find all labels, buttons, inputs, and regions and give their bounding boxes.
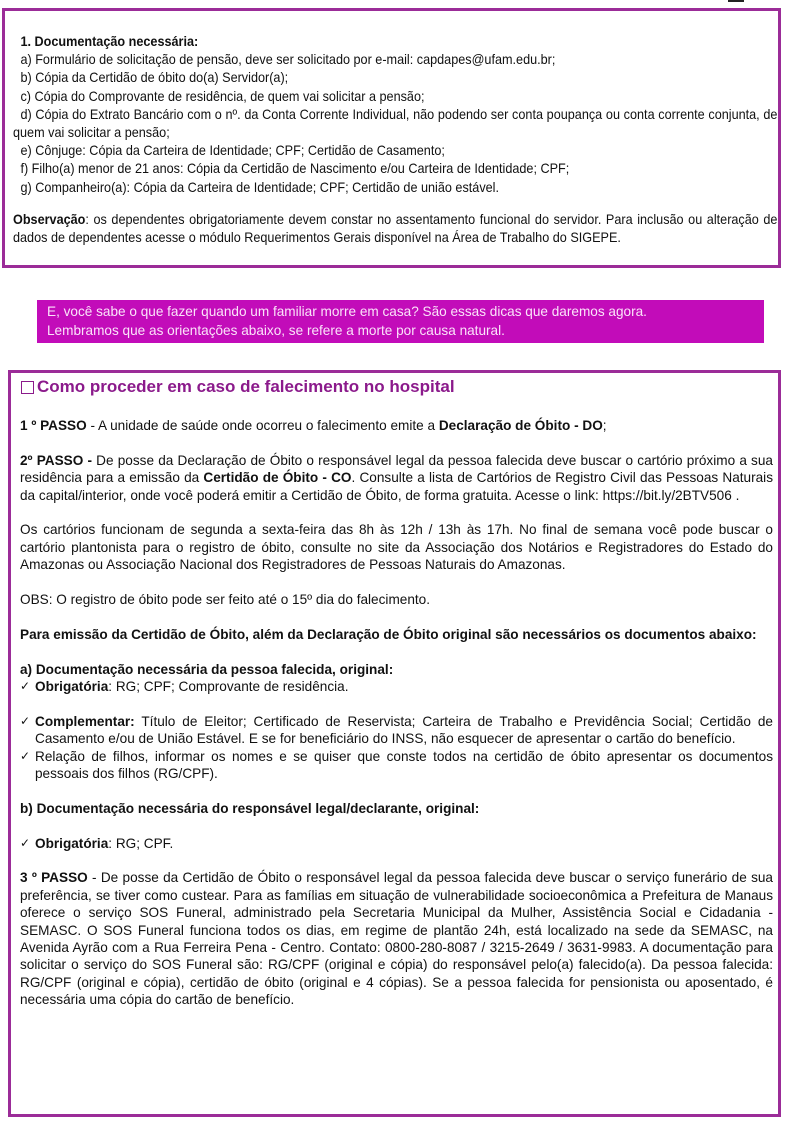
documentation-title: 1. Documentação necessária:: [20, 34, 199, 49]
hospital-procedure-box: [8, 370, 781, 1117]
step-3: [20, 869, 773, 1008]
item-label: Complementar:: [35, 713, 135, 729]
declarant-heading: [20, 800, 773, 817]
step-2-text: De posse da Declaração de Óbito o responsável legal da pessoa falecida deve buscar o cartório próximo a sua residência para a emissão da: [20, 452, 773, 486]
item-text: Relação de filhos, informar os nomes e se quiser que conste todos na certidão de óbito apresentar os documentos pessoais dos filhos (RG/CPF).: [35, 748, 773, 782]
registry-obs: OBS: O registro de óbito pode ser feito até o 15º dia do falecimento.: [20, 592, 430, 608]
section-heading: [21, 377, 455, 397]
emission-heading: [20, 626, 773, 643]
observation-text: : os dependentes obrigatoriamente devem constar no assentamento funcional do servidor. Para inclusão ou alteração de dados de dependentes acesse o módulo Requerimentos Gerais disponível na Área de Trabalho do SIGEPE.: [13, 211, 778, 246]
banner-line-2: Lembramos que as orientações abaixo, se refere a morte por causa natural.: [47, 323, 505, 338]
check-icon: ✓: [20, 748, 31, 763]
doc-item-c: c) Cópia do Comprovante de residência, de quem vai solicitar a pensão;: [20, 88, 425, 104]
emission-heading-text: Para emissão da Certidão de Óbito, além da Declaração de Óbito original são necessários os documentos abaixo:: [20, 626, 757, 642]
declarant-item-mandatory: [20, 835, 773, 852]
section-heading-text: Como proceder em caso de falecimento no hospital: [37, 377, 455, 396]
doc-item-e: e) Cônjuge: Cópia da Carteira de Identidade; CPF; Certidão de Casamento;: [20, 143, 445, 159]
declarant-heading-text: b) Documentação necessária do responsável legal/declarante, original:: [20, 800, 480, 816]
step-2-link-text[interactable]: . Consulte a lista de Cartórios de Registro Civil das Pessoas Naturais da capital/interior, onde você poderá emitir a Certidão de Óbito, de forma gratuita. Acesse o link: https://bit.ly/2BTV506 .: [20, 470, 773, 503]
deceased-heading: [20, 661, 773, 678]
page-edge-mark: [728, 0, 744, 2]
step-1-end: ;: [602, 418, 607, 433]
deceased-item-complementary: [20, 713, 773, 748]
home-death-banner: [37, 300, 764, 343]
deceased-item-mandatory: [20, 678, 773, 695]
step-1-document: Declaração de Óbito - DO: [438, 418, 603, 433]
step-2-document: Certidão de Óbito - CO: [203, 470, 352, 486]
step-3-text: - De posse da Certidão de Óbito o responsável legal da pessoa falecida deve buscar o serviço funerário de sua preferência, se tiver como custear. Para as famílias em situação de vulnerabilidade socioeconômica a Prefeitura de Manaus oferece o serviço SOS Funeral, administrado pela Secretaria Municipal da Mulher, Assistência Social e Cidadania - SEMASC. O SOS Funeral funciona todos os dias, em regime de plantão 24h, está localizado na sede da SEMASC, na Avenida Ayrão com a Rua Ferreira Pena - Centro. Contato: 0800-280-8087 / 3215-2649 / 3631-9983. A documentação para solicitar o serviço do SOS Funeral são: RG/CPF (original e cópia) do responsável pelo(a) falecido(a). Da pessoa falecida: RG/CPF (original e cópia), certidão de óbito (original e 4 cópias). Se a pessoa falecida for pensionista ou aposentado, é necessária uma cópia do cartão de benefício.: [20, 870, 773, 1008]
doc-item-b: b) Cópia da Certidão de óbito do(a) Servidor(a);: [20, 70, 289, 86]
step-1-text: - A unidade de saúde onde ocorreu o falecimento emite a: [86, 418, 439, 433]
banner-line-1: E, você sabe o que fazer quando um familiar morre em casa? São essas dicas que daremos agora.: [47, 304, 647, 319]
check-icon: ✓: [20, 713, 31, 728]
step-1-label: 1 º PASSO: [20, 418, 87, 433]
observation-label: Observação: [13, 211, 86, 227]
doc-item-g: g) Companheiro(a): Cópia da Carteira de Identidade; CPF; Certidão de união estável.: [20, 179, 500, 195]
deceased-item-children: [20, 748, 773, 783]
doc-item-a: a) Formulário de solicitação de pensão, deve ser solicitado por e-mail: capdapes@ufam.edu.br;: [20, 52, 556, 68]
item-text: : RG; CPF.: [108, 835, 174, 851]
doc-item-d: d) Cópia do Extrato Bancário com o nº. da Conta Corrente Individual, não podendo ser conta poupança ou conta corrente conjunta, de quem vai solicitar a pensão;: [13, 106, 778, 141]
item-text: : RG; CPF; Comprovante de residência.: [108, 679, 349, 695]
check-icon: ✓: [20, 835, 31, 850]
registry-hours: Os cartórios funcionam de segunda a sexta-feira das 8h às 12h / 13h às 17h. No final de semana você pode buscar o cartório plantonista para o registro de óbito, consulte no site da Associação dos Notários e Registradores do Estado do Amazonas ou Associação Nacional dos Registradores de Pessoas Naturais do Amazonas.: [20, 522, 773, 573]
checkbox-square-icon: [21, 381, 34, 394]
step-3-label: 3 º PASSO: [20, 870, 88, 886]
observation-paragraph: [13, 211, 777, 247]
step-2: [20, 452, 773, 504]
item-text: Título de Eleitor; Certificado de Reservista; Carteira de Trabalho e Previdência Social; Certidão de Casamento e/ou de União Estável. E se for beneficiário do INSS, não esquecer de apresentar o cartão do benefício.: [35, 713, 773, 747]
item-label: Obrigatória: [35, 835, 109, 851]
doc-item-f: f) Filho(a) menor de 21 anos: Cópia da Certidão de Nascimento e/ou Carteira de Identidade; CPF;: [20, 161, 570, 177]
pension-documentation-box: [2, 8, 781, 268]
deceased-heading-text: a) Documentação necessária da pessoa falecida, original:: [20, 661, 394, 677]
check-icon: ✓: [20, 679, 31, 694]
step-2-label: 2º PASSO -: [20, 452, 92, 468]
step-1: [20, 417, 773, 434]
item-label: Obrigatória: [35, 679, 109, 695]
